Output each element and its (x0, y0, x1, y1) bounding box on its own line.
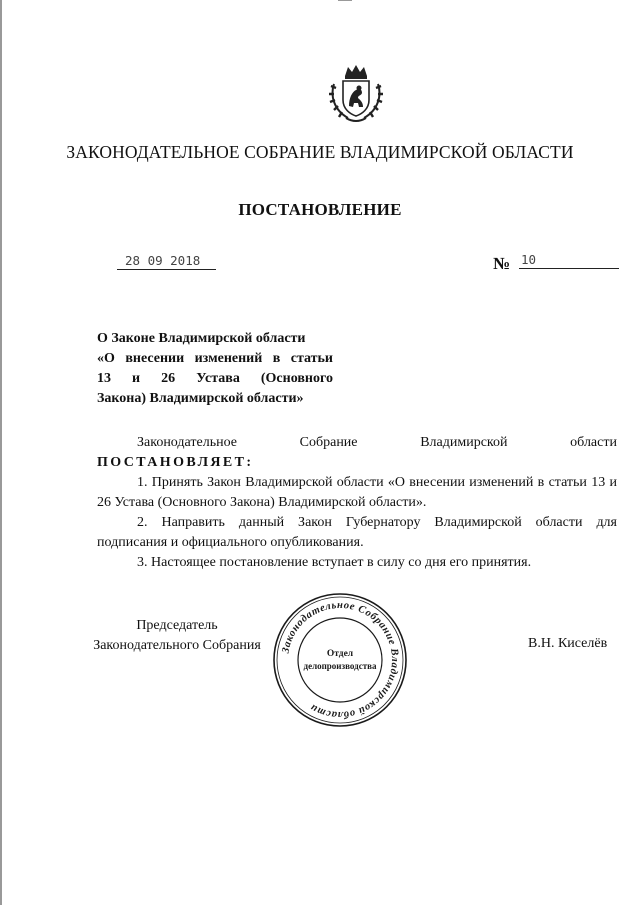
intro-line (97, 433, 617, 453)
subject-line: Закона) Владимирской области» (97, 391, 304, 406)
signatory-name: В.Н. Киселёв (528, 636, 608, 651)
number-sign: № (493, 254, 511, 273)
paragraph-3: 3. Настоящее постановление вступает в силу со дня его принятия. (137, 555, 532, 570)
stamp-center-line2: делопроизводства (303, 661, 377, 671)
organization-title: ЗАКОНОДАТЕЛЬНОЕ СОБРАНИЕ ВЛАДИМИРСКОЙ ОБЛАСТИ (66, 142, 574, 162)
paragraph-2: 2. Направить данный Закон Губернатору Владимирской области для подписания и официального опубликования. (97, 515, 617, 550)
document-number: 10 (519, 252, 619, 269)
intro-word: Собрание (299, 435, 358, 450)
document-type-title: ПОСТАНОВЛЕНИЕ (238, 200, 402, 219)
stamp-center-line1: Отдел (326, 649, 354, 659)
signatory-title-line1: Председатель (136, 618, 218, 633)
subject-line: «О внесении изменений в статьи (97, 351, 333, 366)
signatory-title-line2: Законодательного Собрания (93, 638, 261, 653)
document-date: 28 09 2018 (117, 253, 216, 270)
office-stamp (270, 590, 410, 730)
stamp-ring-text: Законодательное Собрание Владимирской области (280, 599, 401, 721)
page-top-mark (338, 0, 352, 1)
document-subject (97, 329, 333, 409)
decree-word: ПОСТАНОВЛЯЕТ: (97, 455, 254, 470)
subject-line: 13 и 26 Устава (Основного (97, 371, 333, 386)
intro-word: Законодательное (137, 435, 237, 450)
page-left-edge (0, 0, 2, 905)
subject-line: О Законе Владимирской области (97, 331, 306, 346)
paragraph-1: 1. Принять Закон Владимирской области «О внесении изменений в статьи 13 и 26 Устава (Основного Закона) Владимирской области». (97, 475, 617, 510)
signatory-title (84, 616, 270, 656)
coat-of-arms-emblem (328, 62, 384, 124)
intro-word: области (570, 435, 617, 450)
intro-word: Владимирской (420, 435, 508, 450)
document-body (97, 433, 617, 573)
